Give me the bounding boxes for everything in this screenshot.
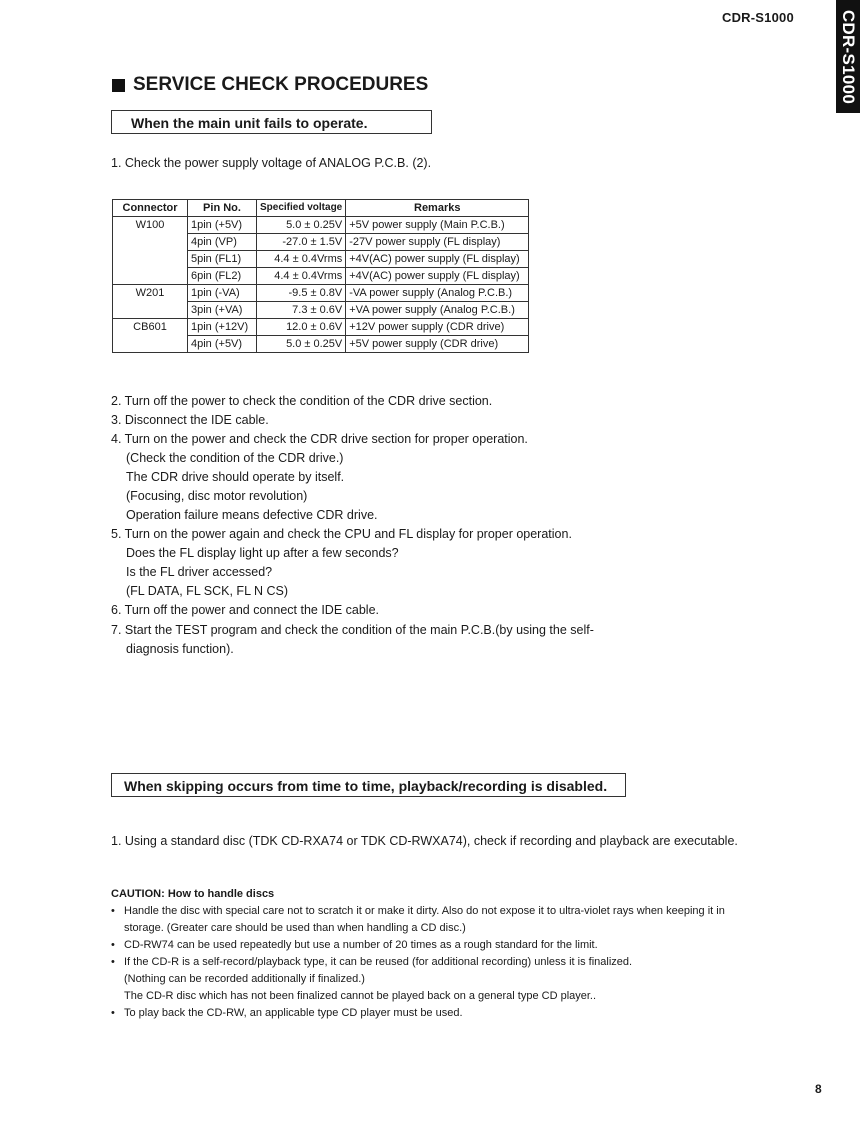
cell-pin: 1pin (+5V) [188, 217, 257, 234]
cell-voltage: 5.0 ± 0.25V [257, 217, 346, 234]
cell-remarks: +4V(AC) power supply (FL display) [346, 268, 529, 285]
cell-voltage: 5.0 ± 0.25V [257, 336, 346, 353]
block2-heading: When skipping occurs from time to time, playback/recording is disabled. [111, 773, 626, 797]
caution-line: The CD-R disc which has not been finalized cannot be played back on a general type CD player.. [124, 990, 597, 1002]
cell-connector [113, 336, 188, 353]
table-row [113, 234, 529, 251]
step-5-note: Is the FL driver accessed? [126, 565, 273, 579]
step-3: 3. Disconnect the IDE cable. [111, 413, 269, 427]
cell-pin: 6pin (FL2) [188, 268, 257, 285]
section-title-text: SERVICE CHECK PROCEDURES [133, 74, 429, 95]
step-5-note: Does the FL display light up after a few seconds? [126, 546, 399, 560]
caution-line: To play back the CD-RW, an applicable type CD player must be used. [124, 1007, 463, 1019]
cell-pin: 4pin (VP) [188, 234, 257, 251]
cell-remarks: -VA power supply (Analog P.C.B.) [346, 285, 529, 302]
bullet-dot: • [111, 905, 115, 917]
caution-line: (Nothing can be recorded additionally if finalized.) [124, 973, 365, 985]
power-supply-table [112, 199, 529, 353]
table-row [113, 319, 529, 336]
cell-pin: 5pin (FL1) [188, 251, 257, 268]
caution-line: CD-RW74 can be used repeatedly but use a number of 20 times as a rough standard for the limit. [124, 939, 598, 951]
step-5: 5. Turn on the power again and check the CPU and FL display for proper operation. [111, 527, 572, 541]
table-row [113, 302, 529, 319]
block1-heading: When the main unit fails to operate. [111, 110, 432, 134]
cell-remarks: +5V power supply (Main P.C.B.) [346, 217, 529, 234]
cell-connector: W201 [113, 285, 188, 302]
caution-line: Handle the disc with special care not to scratch it or make it dirty. Also do not expose it to ultra-violet rays when keeping it in [124, 905, 725, 917]
cell-connector [113, 234, 188, 251]
side-model-tab [836, 0, 860, 113]
step-7: 7. Start the TEST program and check the condition of the main P.C.B.(by using the self- [111, 623, 594, 637]
block2-step-1: 1. Using a standard disc (TDK CD-RXA74 or TDK CD-RWXA74), check if recording and playback are executable. [111, 834, 738, 848]
cell-connector [113, 251, 188, 268]
step-2: 2. Turn off the power to check the condition of the CDR drive section. [111, 394, 493, 408]
cell-remarks: +4V(AC) power supply (FL display) [346, 251, 529, 268]
bullet-dot: • [111, 1007, 115, 1019]
step-6: 6. Turn off the power and connect the IDE cable. [111, 603, 379, 617]
cell-voltage: 4.4 ± 0.4Vrms [257, 268, 346, 285]
col-pin: Pin No. [188, 200, 257, 217]
col-remarks: Remarks [346, 200, 529, 217]
bullet-dot: • [111, 956, 115, 968]
step-7-cont: diagnosis function). [126, 642, 234, 656]
block1-intro: 1. Check the power supply voltage of ANALOG P.C.B. (2). [111, 156, 432, 170]
table-row [113, 285, 529, 302]
col-connector: Connector [113, 200, 188, 217]
cell-connector: CB601 [113, 319, 188, 336]
col-voltage: Specified voltage [257, 200, 346, 217]
cell-pin: 1pin (+12V) [188, 319, 257, 336]
step-5-note: (FL DATA, FL SCK, FL N CS) [126, 584, 289, 598]
step-4-note: (Check the condition of the CDR drive.) [126, 451, 344, 465]
step-4-note: The CDR drive should operate by itself. [126, 470, 345, 484]
cell-connector [113, 268, 188, 285]
cell-voltage: -9.5 ± 0.8V [257, 285, 346, 302]
cell-voltage: 7.3 ± 0.6V [257, 302, 346, 319]
cell-connector: W100 [113, 217, 188, 234]
model-header: CDR-S1000 [722, 10, 794, 25]
step-4-note: (Focusing, disc motor revolution) [126, 489, 308, 503]
page-number: 8 [815, 1082, 822, 1096]
section-title [112, 74, 428, 96]
side-model-tab-label: CDR-S1000 [839, 9, 858, 104]
square-bullet-icon [112, 79, 125, 92]
cell-pin: 4pin (+5V) [188, 336, 257, 353]
table-row [113, 268, 529, 285]
table-row [113, 217, 529, 234]
table-row [113, 336, 529, 353]
cell-voltage: 4.4 ± 0.4Vrms [257, 251, 346, 268]
cell-remarks: +VA power supply (Analog P.C.B.) [346, 302, 529, 319]
step-4-note: Operation failure means defective CDR drive. [126, 508, 378, 522]
cell-pin: 1pin (-VA) [188, 285, 257, 302]
cell-remarks: +12V power supply (CDR drive) [346, 319, 529, 336]
caution-line: storage. (Greater care should be used than when handling a CD disc.) [124, 922, 466, 934]
cell-pin: 3pin (+VA) [188, 302, 257, 319]
caution-line: If the CD-R is a self-record/playback type, it can be reused (for additional recording) unless it is finalized. [124, 956, 633, 968]
cell-remarks: -27V power supply (FL display) [346, 234, 529, 251]
caution-title: CAUTION: How to handle discs [111, 888, 275, 900]
cell-connector [113, 302, 188, 319]
table-row [113, 251, 529, 268]
bullet-dot: • [111, 939, 115, 951]
table-header-row [113, 200, 529, 217]
cell-voltage: 12.0 ± 0.6V [257, 319, 346, 336]
cell-remarks: +5V power supply (CDR drive) [346, 336, 529, 353]
cell-voltage: -27.0 ± 1.5V [257, 234, 346, 251]
step-4: 4. Turn on the power and check the CDR drive section for proper operation. [111, 432, 528, 446]
